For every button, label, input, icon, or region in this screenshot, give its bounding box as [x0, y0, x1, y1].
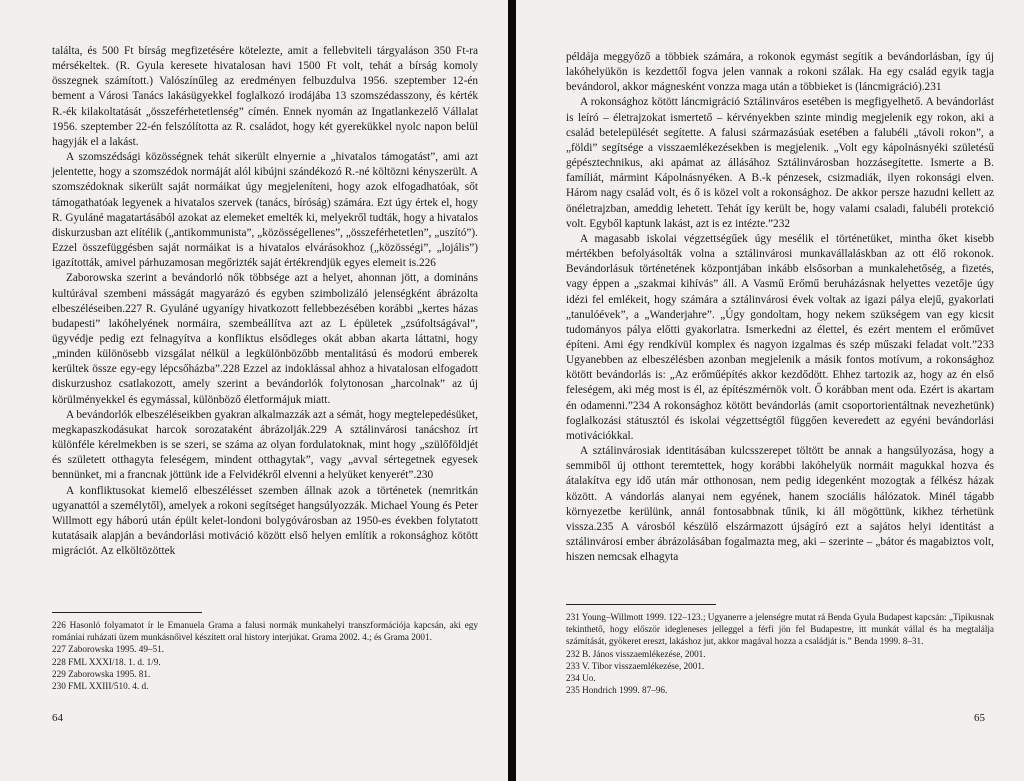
page-number: 65 — [974, 712, 985, 724]
footnote-rule — [52, 612, 202, 613]
right-body-text — [566, 50, 994, 565]
right-paragraph: A magasabb iskolai végzettségűek úgy mesélik el történetüket, mintha őket kisebb mértékben befolyásolták volna a sztálinvárosi munkavállaláskban az ott élő rokonok. Bevándorlásuk történetének központjában inkább elsősorban a munkalehetőség, a fizetés, vagy éppen a „szakmai kihívás” áll. A Vasmű Erőmű beruházásnak helyettes vezetője úgy idézi fel emlékeit, hogy számára a sztálinvárosi évek voltak az igazi pálya elejű, gyakorlati „tanulóévek”, a „Wanderjahre”. „Úgy gondoltam, hogy nekem szükségem van egy kicsit tudományos pálya előtti gyakorlatra. Ismerkedni az élettel, és ezért mentem el erőművet építeni. Ami égy rendkívül komplex és nagyon izgalmas és szép műszaki feladat volt.”233 Ugyanebben az elbeszélésben azonban megjelenik a másik fontos motívum, a rokonsághoz kötött bevándorlás is: „Az erőműépítés akkor kezdődött. Ehhez tartozik az, hogy az én első feleségem, aki még most is él, az építészmérnök volt. Ő korábban ment oda. Ezért is akartam én odamenni.”234 A rokonsághoz kötött bevándorlás (amit csoportorientáltnak nevezhetünk) foglalkozási státusztól és iskolai végzettségtől függően keveredett az egyéni bevándorlási motivációkkal. — [566, 232, 994, 442]
footnote: 231 Young–Willmott 1999. 122–123.; Ugyanerre a jelenségre mutat rá Benda Gyula Budapest kapcsán: „Tipikusnak tekinthető, hogy először idegleneses jelleggel a férfi jön fel Budapestre, itt munkát vállal és ha megtalálja számítását, gyökeret ereszt, lakáshoz jut, akkor magával hozza a családját is.” Benda 1999. 8–31. — [566, 612, 994, 647]
left-paragraph: A szomszédsági közösségnek tehát sikerült elnyernie a „hivatalos támogatást”, ami azt jelentette, hogy a szomszédok normáját alól kibújni szándékozó R.-né költözni kényszerült. A szomszédoknak sikerült saját normáikat úgy megjeleníteni, hogy azok elfogadhatóak, sőt támogathatóak legyenek a hivatalos szervek (tanács, bíróság) számára. Ezt úgy értek el, hogy R. Gyuláné magatartásából azokat az elemeket emelték ki, melyekről tudták, hogy a hivatalos diskurzusban azt elítélik („antikommunista”, „közösségellenes”, „összeférhetetlen”, „uszító”). Ezzel összefüggésben saját normáikat is a hivatalos elvárásokhoz („közösségi”, „lojális”) igazították, amivel párhuzamosan megőrizték saját értékrendjük egyes elemeit is.226 — [52, 151, 478, 270]
left-paragraph: találta, és 500 Ft bírság megfizetésére kötelezte, amit a fellebviteli tárgyaláson 350 Ft-ra mérsékeltek. (R. Gyula keresete hivatalosan havi 1500 Ft volt, tehát a bírság komoly összegnek számított.) Valószínűleg az eredményen felbuzdulva 1956. szeptember 12-én bement a Városi Tanács lakásügyekkel foglalkozó irodájába 13 szomszédasszony, és kérték R.-ék kilakoltatását „összeférhetetlenség” címén. Ennek nyomán az Ingatlankezelő Vállalat 1956. szeptember 22-én felszólította az R. családot, hogy két gyerekükkel nyolc napon belül hagyják el a lakást. — [52, 45, 478, 148]
footnote: 228 FML XXXI/18. 1. d. 1/9. — [52, 656, 161, 667]
left-page — [0, 0, 508, 781]
left-body-text — [52, 44, 478, 559]
right-paragraph: példája meggyőző a többiek számára, a rokonok egymást segítik a bevándorlásban, így új lakóhelyükön is kezdettől fogva jelen vannak a rokoni szálak. Ha egy család egyik tagja bevándorol, akkor mágnesként vonzza maga után a többieket is (láncmigráció).231 — [566, 51, 994, 94]
right-footnotes — [566, 604, 994, 696]
right-page — [516, 0, 1024, 781]
footnote: 232 B. János visszaemlékezése, 2001. — [566, 648, 706, 659]
left-paragraph: A konfliktusokat kiemelő elbeszélésset szemben állnak azok a történetek (nemritkán ugyanattól a személytől), amelyek a rokoni segítséget hangsúlyozzák. Michael Young és Peter Willmott egy háború után épült kelet-londoni bolygóvárosban az 1950-es években folytatott kutatásaik alapján a bevándorlási motiváció között első helyen említik a rokonsághoz kötött migrációt. Az elköltözöttek — [52, 484, 478, 558]
footnote: 229 Zaborowska 1995. 81. — [52, 668, 151, 679]
footnote: 233 V. Tibor visszaemlékezése, 2001. — [566, 660, 705, 671]
page-number: 64 — [52, 712, 63, 724]
left-paragraph: Zaborowska szerint a bevándorló nők többsége azt a helyet, ahonnan jött, a domináns kultúrával szembeni másságát magyarázó és egyben szimbolizáló jelenségként ábrázolta elbeszéléseiben.227 R. Gyuláné ugyanígy hivatkozott fellebbezésében korábbi „kertes házas budapesti” lakóhelyének normáira, szembeállítva azt az L épületek „zsúfoltságával”, ügyvédje pedig ezt felnagyítva a konfliktus elsődleges okát abban akarta láttatni, hogy „minden különösebb vizsgálat nélkül a legkülönbözőbb mentalitású és modorú emberek kerültek össze egy-egy lépcsőházba”.228 Ezzel az indoklással ahhoz a hivatalosan elfogadott diskurzushoz csatlakozott, amely szerint a bevándorlók folytonosan „harcolnak” az új körülményekkel és egymással, különböző életformájuk miatt. — [52, 272, 478, 406]
right-paragraph: A rokonsághoz kötött láncmigráció Sztálinváros esetében is megfigyelhető. A bevándorlást is leíró – életrajzokat ismertető – kérvényekben szinte mindig megjelenik egy rokon, aki a család betelepülését segítette. A falusi származásúak esetében a falubéli „távoli rokon”, a „földi” segítsége a visszaemlékezésekben is megjelenik. „Volt egy kápolnásnyéki születésű gépésztechnikus, aki apámat az állásához Sztálinvárosban hozzásegítette. Ismerte a B. famíliát, mármint Kápolnásnyéken. A B.-k pénzesek, csizmadiák, ilyen rokonsági elven. Három nagy család volt, és ő is közel volt a rokonsághoz. De akkor persze hazudni kellett az önéletrajzban, ameddig lehetett. Tehát így került be, hogy valami csaladi, falubéli protekció volt. Egyből kaptunk lakást, azt is ez intézte.”232 — [566, 96, 994, 230]
footnote-rule — [566, 604, 716, 605]
book-gutter — [508, 0, 516, 781]
footnote: 235 Hondrich 1999. 87–96. — [566, 685, 668, 696]
left-footnotes — [52, 612, 478, 692]
left-paragraph: A bevándorlók elbeszéléseikben gyakran alkalmazzák azt a sémát, hogy megtelepedésüket, megkapaszkodásukat harcok sorozataként ábrázolják.229 A sztálinvárosi tanácshoz írt különféle kérelmekben is se szeri, se száma az olyan fordulatoknak, mint hogy „szülőföldjét és született otthagyta feleségem, mindent otthagytak”, vagy „avval sértegetnek egyesek bennünket, mi a francnak jöttünk ide a Felvidékről elvenni a helyüket kenyerét”.230 — [52, 408, 478, 482]
footnote: 234 Uo. — [566, 673, 596, 684]
right-paragraph: A sztálinvárosiak identitásában kulcsszerepet töltött be annak a hangsúlyozása, hogy a semmiből új otthont teremtettek, hogy korábbi lakóhelyük normáit magukkal hozva és átalakítva egy idő után már otthonosan, nem pedig idegenként mozogtak a félkész házak között. A vándorlás alanyai nem egyének, hanem szociális hálózatok. Minél tágabb környezetbe kerülünk, annál fontosabbnak tűnik, ki áll mögöttünk, kikhez térhetünk vissza.235 A városból készülő elszármazott újságíró ezt a sajátos helyi identitást a sztálinvárosi ember ábrázolásában fogalmazta meg, aki – szerinte – „bátor és magabiztos volt, hiszen nemcsak elhagyta — [566, 445, 994, 564]
footnote: 227 Zaborowska 1995. 49–51. — [52, 644, 165, 655]
footnote: 230 FML XXIII/510. 4. d. — [52, 681, 149, 692]
footnote: 226 Hasonló folyamatot ír le Emanuela Grama a falusi normák munkahelyi transzformációja kapcsán, aki egy romániai ruházati üzem munkásnőivel készített oral history interjúkat. Grama 2002. 4.; és Grama 2001. — [52, 620, 478, 643]
